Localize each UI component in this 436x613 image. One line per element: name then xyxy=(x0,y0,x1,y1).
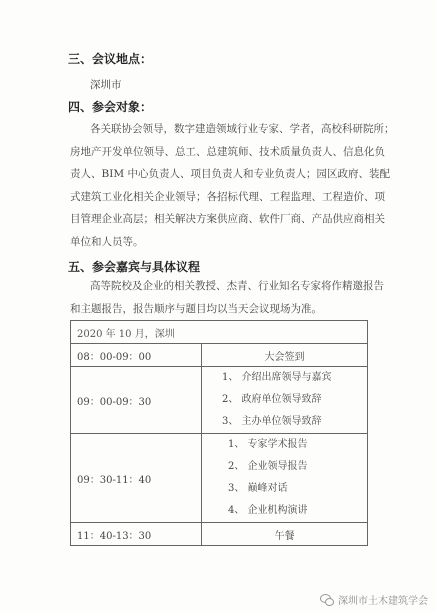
agenda-items xyxy=(202,434,368,523)
guests-line: 和主题报告，报告顺序与题目均以当天会议现场为准。 xyxy=(70,302,322,315)
agenda-time: 08：00-09：00 xyxy=(71,344,202,367)
agenda-item: 3、 主办单位领导致辞 xyxy=(222,416,322,427)
section-three-title: 三、会议地点： xyxy=(68,52,153,66)
agenda-item: 午餐 xyxy=(202,523,368,546)
watermark xyxy=(320,592,428,607)
agenda-row xyxy=(71,523,368,546)
agenda-item: 大会签到 xyxy=(202,344,368,367)
attendees-paragraph xyxy=(70,118,395,253)
section-five-title: 五、参会嘉宾与具体议程 xyxy=(68,260,201,274)
watermark-text: 深圳市土木建筑学会 xyxy=(338,596,428,607)
attendees-line: 式建筑工业化相关企业领导；各招标代理、工程监理、工程造价、项 xyxy=(70,190,385,203)
agenda-row xyxy=(71,434,368,523)
agenda-item: 4、 企业机构演讲 xyxy=(228,505,308,516)
agenda-item: 1、 专家学术报告 xyxy=(228,439,308,450)
attendees-line: 目管理企业高层；相关解决方案供应商、软件厂商、产品供应商相关 xyxy=(70,213,385,225)
guests-line: 高等院校及企业的相关教授、杰青、行业知名专家将作精邀报告 xyxy=(90,280,384,292)
wechat-icon xyxy=(320,594,334,605)
section-four-title: 四、参会对象： xyxy=(68,100,153,114)
guests-paragraph xyxy=(70,275,384,320)
attendees-line: 责人、BIM 中心负责人、项目负责人和专业负责人；园区政府、装配 xyxy=(70,168,390,180)
attendees-line: 各关联协会领导，数字建造领域行业专家、学者，高校科研院所； xyxy=(90,123,395,135)
meeting-location: 深圳市 xyxy=(90,79,122,91)
agenda-table xyxy=(70,320,368,546)
agenda-time: 11：40-13：30 xyxy=(71,523,202,546)
agenda-item: 2、 政府单位领导致辞 xyxy=(222,394,322,405)
agenda-item: 2、 企业领导报告 xyxy=(228,461,308,472)
agenda-items xyxy=(202,367,368,434)
attendees-line: 单位和人员等。 xyxy=(70,235,144,248)
agenda-row xyxy=(71,367,368,434)
attendees-line: 房地产开发单位领导、总工、总建筑师、技术质量负责人、信息化负 xyxy=(70,145,385,158)
agenda-header-row xyxy=(71,321,368,344)
agenda-date-place: 2020 年 10 月，深圳 xyxy=(71,321,368,344)
agenda-time: 09：30-11：40 xyxy=(71,434,202,523)
agenda-row xyxy=(71,344,368,367)
agenda-item: 3、 巅峰对话 xyxy=(228,483,288,494)
agenda-item: 1、 介绍出席领导与嘉宾 xyxy=(222,372,332,383)
agenda-time: 09：00-09：30 xyxy=(71,367,202,434)
